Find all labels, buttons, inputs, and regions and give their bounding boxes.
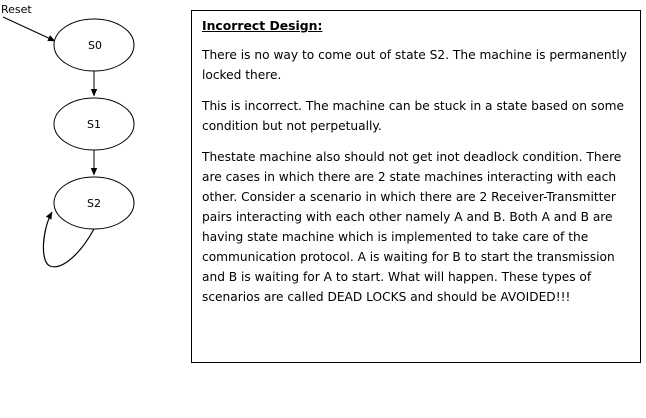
note-paragraph-1: There is no way to come out of state S2. The machine is permanently locked there. — [202, 48, 628, 82]
explanation-box — [191, 10, 641, 363]
note-title: Incorrect Design: — [202, 18, 323, 33]
note-paragraph-3: Thestate machine also should not get inot deadlock condition. There are cases in which there are 2 state machines interacting with each other. Consider a scenario in which there are 2 Receiver-Transmitter pairs interacting with each other namely A and B. Both A and B are having state machine which is implemented to take care of the communication protocol. A is waiting for B to start the transmission and B is waiting for A to start. What will happen. These types of scenarios are called DEAD LOCKS and should be AVOIDED!!! — [202, 150, 622, 304]
reset-arrow — [3, 17, 55, 41]
reset-label: Reset — [1, 3, 32, 16]
state-s2-label: S2 — [87, 197, 101, 210]
note-paragraph-2: This is incorrect. The machine can be stuck in a state based on some condition but not perpetually. — [202, 99, 625, 133]
state-s1-label: S1 — [87, 118, 101, 131]
state-s0-label: S0 — [88, 39, 102, 52]
